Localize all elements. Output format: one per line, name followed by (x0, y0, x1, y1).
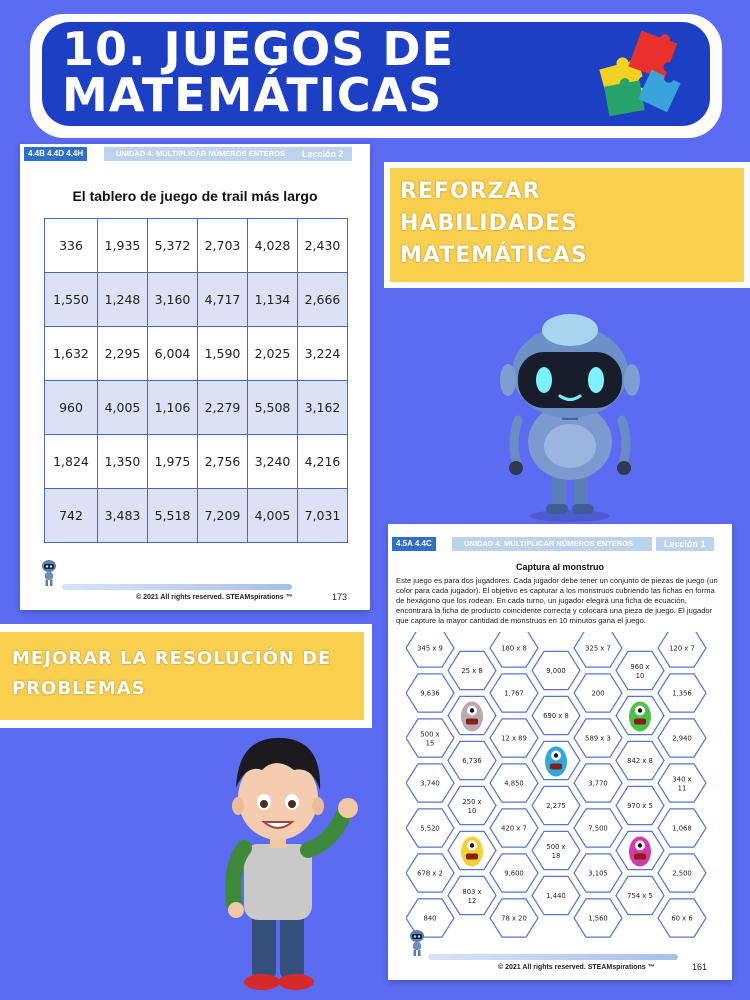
hex-label: 6,736 (462, 757, 482, 765)
table-cell: 4,005 (248, 489, 298, 543)
page-number: 173 (332, 592, 348, 602)
table-cell: 1,824 (45, 435, 98, 489)
title-line-2: MATEMÁTICAS (62, 68, 443, 122)
game-instructions: Este juego es para dos jugadores. Cada jugador debe tener un conjunto de piezas de juego (un color para cada jugador). El objetivo es capturar a los monstruos cubriendo las fichas en forma de hexágono que los rodean. En cada turno, un jugador elegirá una ficha de ecuación, encontrará la ficha de producto coincidente correcta y colocará una pieza de juego. El jugador que capture la mayor cantidad de monstruos en 10 minutos gana el juego. (396, 576, 718, 625)
callout-line: REFORZAR (400, 179, 541, 204)
footer-bar (428, 954, 678, 960)
table-cell: 3,224 (298, 327, 348, 381)
table-row (45, 435, 348, 489)
table-cell: 5,518 (148, 489, 198, 543)
robot-mascot-icon (406, 928, 428, 958)
callout-line: MATEMÁTICAS (400, 243, 588, 268)
hex-label: 325 x 7 (585, 644, 611, 653)
table-row (45, 219, 348, 273)
hex-label: 340 x (672, 775, 692, 784)
hex-label: 4,850 (504, 779, 524, 788)
title-line-1: 10. JUEGOS DE (62, 22, 455, 76)
table-cell: 2,279 (198, 381, 248, 435)
hex-label: 2,275 (546, 802, 566, 810)
table-cell: 1,350 (98, 435, 148, 489)
table-cell: 3,483 (98, 489, 148, 543)
hex-label: 803 x (462, 888, 482, 896)
table-cell: 5,372 (148, 219, 198, 273)
hex-label: 3,740 (420, 779, 440, 788)
hex-label: 11 (677, 784, 687, 793)
monster-icon (461, 837, 483, 867)
robot-mascot-illustration (500, 300, 640, 526)
hex-label: 690 x 8 (543, 712, 569, 720)
table-cell: 1,106 (148, 381, 198, 435)
hex-label: 1,356 (672, 689, 692, 698)
standards-badge: 4.4B 4.4D 4.4H (24, 147, 87, 161)
table-cell: 2,756 (198, 435, 248, 489)
table-cell: 1,590 (198, 327, 248, 381)
footer-bar (62, 584, 292, 590)
table-cell: 1,134 (248, 273, 298, 327)
monster-icon (545, 747, 567, 777)
hex-label: 589 x 3 (585, 734, 611, 743)
hex-label: 1,068 (672, 824, 692, 833)
table-cell: 4,028 (248, 219, 298, 273)
lesson-label: Lección 1 (656, 537, 714, 551)
table-row (45, 273, 348, 327)
table-row (45, 381, 348, 435)
table-cell: 2,025 (248, 327, 298, 381)
table-cell: 1,550 (45, 273, 98, 327)
callout-problem-solving (0, 624, 372, 728)
hex-label: 5,520 (420, 824, 440, 833)
hex-label: 15 (425, 739, 435, 748)
table-cell: 742 (45, 489, 98, 543)
hex-label: 840 (423, 914, 437, 923)
puzzle-pieces-icon (592, 30, 682, 120)
hex-label: 60 x 6 (671, 914, 693, 923)
table-cell: 1,935 (98, 219, 148, 273)
lesson-label: Lección 2 (294, 147, 352, 161)
hex-label: 1,440 (546, 892, 566, 900)
table-cell: 3,162 (298, 381, 348, 435)
monster-icon (461, 702, 483, 732)
table-cell: 3,160 (148, 273, 198, 327)
hex-label: 3,105 (588, 869, 608, 878)
hex-label: 9,000 (546, 667, 566, 675)
unit-label: UNIDAD 4: MULTIPLICAR NÚMEROS ENTEROS (452, 537, 652, 551)
hex-label: 18 (551, 852, 561, 860)
table-cell: 1,248 (98, 273, 148, 327)
monster-icon (629, 837, 651, 867)
table-cell: 6,004 (148, 327, 198, 381)
hex-label: 3,770 (588, 779, 608, 788)
hex-label: 10 (635, 672, 645, 680)
table-cell: 3,240 (248, 435, 298, 489)
hex-label: 1,560 (588, 914, 608, 923)
hex-label: 500 x (420, 730, 440, 739)
worksheet-title: Captura al monstruo (515, 562, 604, 572)
table-cell: 4,005 (98, 381, 148, 435)
hex-label: 9,636 (420, 689, 440, 698)
worksheet-header (388, 534, 732, 552)
robot-mascot-icon (38, 558, 60, 588)
hex-label: 12 (467, 897, 477, 905)
hex-label: 78 x 20 (501, 914, 527, 923)
boy-illustration (204, 732, 362, 994)
table-cell: 1,975 (148, 435, 198, 489)
hex-label: 842 x 8 (627, 757, 653, 765)
table-cell: 960 (45, 381, 98, 435)
hex-label: 2,940 (672, 734, 692, 743)
worksheet-trail-board (20, 144, 370, 610)
hex-label: 250 x (462, 798, 482, 806)
hex-label: 678 x 2 (417, 869, 443, 878)
callout-line: HABILIDADES (400, 211, 579, 236)
callout-line: MEJORAR LA RESOLUCIÓN DE (12, 648, 332, 669)
standards-badge: 4.5A 4.4C (392, 537, 436, 551)
unit-label: UNIDAD 4: MULTIPLICAR NÚMEROS ENTEROS (104, 147, 294, 161)
hex-label: 180 x 8 (501, 644, 527, 653)
monster-icon (629, 702, 651, 732)
hex-label: 2,500 (672, 869, 692, 878)
table-cell: 336 (45, 219, 98, 273)
hex-label: 1,767 (504, 689, 524, 698)
table-cell: 2,666 (298, 273, 348, 327)
hex-label: 970 x 5 (627, 802, 653, 810)
table-cell: 2,430 (298, 219, 348, 273)
hex-label: 960 x (630, 663, 650, 671)
hex-label: 25 x 8 (461, 667, 483, 675)
hex-label: 420 x 7 (501, 824, 527, 833)
worksheet-capture-monster (388, 524, 732, 980)
hex-label: 120 x 7 (669, 644, 695, 653)
hex-label: 754 x 5 (627, 892, 653, 900)
hex-label: 345 x 9 (417, 644, 443, 653)
table-cell: 2,295 (98, 327, 148, 381)
hex-label: 12 x 89 (501, 734, 527, 743)
copyright: © 2021 All rights reserved. STEAMspirations ™ (136, 594, 293, 601)
hex-label: 200 (591, 689, 605, 698)
table-cell: 4,717 (198, 273, 248, 327)
callout-line: PROBLEMAS (12, 678, 146, 699)
table-cell: 7,209 (198, 489, 248, 543)
hex-label: 7,500 (588, 824, 608, 833)
table-cell: 4,216 (298, 435, 348, 489)
hex-label: 500 x (546, 843, 566, 851)
copyright: © 2021 All rights reserved. STEAMspirations ™ (498, 964, 655, 971)
callout-reinforce-skills (384, 162, 750, 288)
table-cell: 7,031 (298, 489, 348, 543)
page-title (62, 22, 455, 122)
table-row (45, 327, 348, 381)
trail-board-table (44, 218, 348, 543)
worksheet-title: El tablero de juego de trail más largo (72, 188, 318, 204)
hex-label: 10 (467, 807, 477, 815)
table-row (45, 489, 348, 543)
worksheet-header (20, 144, 370, 162)
table-cell: 2,703 (198, 219, 248, 273)
table-cell: 1,632 (45, 327, 98, 381)
page-number: 161 (692, 962, 708, 972)
hex-label: 9,600 (504, 869, 524, 878)
table-cell: 5,508 (248, 381, 298, 435)
hexagon-game-board (406, 632, 716, 942)
